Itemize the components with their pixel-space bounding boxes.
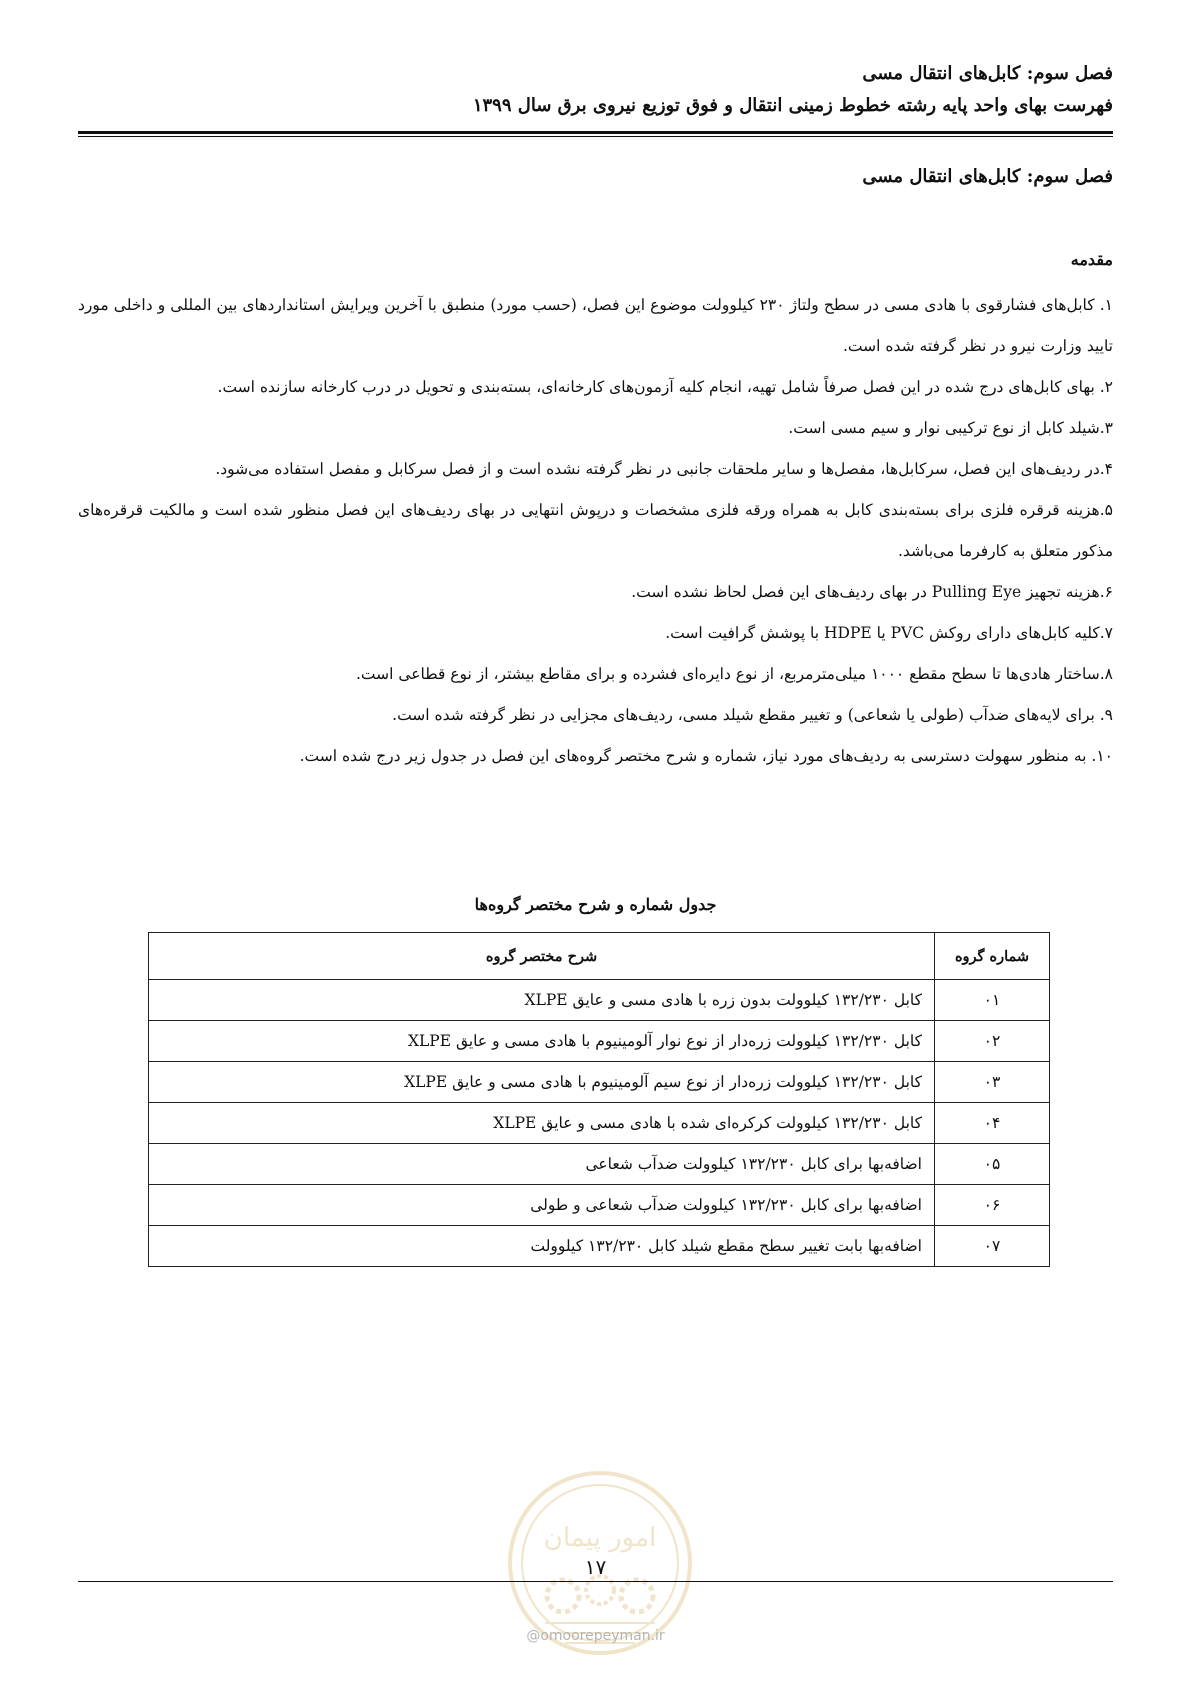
intro-item-2: ۲. بهای کابل‌های درج شده در این فصل صرفاً شامل تهیه، انجام کلیه آزمون‌های کارخانه‌ای، بسته‌بندی و تحویل در درب کارخانه سازنده است.: [217, 378, 1113, 396]
group-number: ۰۶: [935, 1185, 1050, 1226]
group-number: ۰۱: [935, 980, 1050, 1021]
site-watermark: @omoorepeyman.ir: [526, 1628, 665, 1644]
group-number: ۰۲: [935, 1021, 1050, 1062]
group-description: اضافه‌بها بابت تغییر سطح مقطع شیلد کابل ۱۳۲/۲۳۰ کیلوولت: [149, 1226, 935, 1267]
group-description: کابل ۱۳۲/۲۳۰ کیلوولت بدون زره با هادی مسی و عایق XLPE: [149, 980, 935, 1021]
intro-list: [78, 285, 1113, 777]
header-rule-thick: [78, 131, 1113, 134]
table-row: [149, 1103, 1050, 1144]
section-title: فصل سوم: کابل‌های انتقال مسی: [862, 166, 1113, 187]
group-number: ۰۴: [935, 1103, 1050, 1144]
intro-item-4: ۴.در ردیف‌های این فصل، سرکابل‌ها، مفصل‌ها و سایر ملحقات جانبی در نظر گرفته نشده است و از فصل سرکابل و مفصل استفاده می‌شود.: [215, 460, 1113, 478]
groups-table: [148, 932, 1050, 1267]
header-group-description: شرح مختصر گروه: [149, 933, 935, 980]
table-row: [149, 1021, 1050, 1062]
table-row: [149, 980, 1050, 1021]
header-group-number: شماره گروه: [935, 933, 1050, 980]
table-row: [149, 1185, 1050, 1226]
group-number: ۰۵: [935, 1144, 1050, 1185]
table-row: [149, 1144, 1050, 1185]
footer-rule: [78, 1581, 1113, 1582]
group-description: کابل ۱۳۲/۲۳۰ کیلوولت زره‌دار از نوع سیم آلومینیوم با هادی مسی و عایق XLPE: [149, 1062, 935, 1103]
intro-item-7: ۷.کلیه کابل‌های دارای روکش PVC یا HDPE با پوشش گرافیت است.: [665, 624, 1113, 642]
header-chapter-title: فصل سوم: کابل‌های انتقال مسی: [862, 63, 1113, 84]
group-description: اضافه‌بها برای کابل ۱۳۲/۲۳۰ کیلوولت ضدآب شعاعی: [149, 1144, 935, 1185]
intro-item-1: ۱. کابل‌های فشارقوی با هادی مسی در سطح ولتاژ ۲۳۰ کیلوولت موضوع این فصل، (حسب مورد) منطبق با آخرین ویرایش استانداردهای بین المللی و داخلی مورد تایید وزارت نیرو در نظر گرفته شده است.: [78, 296, 1113, 355]
table-row: [149, 1062, 1050, 1103]
group-description: اضافه‌بها برای کابل ۱۳۲/۲۳۰ کیلوولت ضدآب شعاعی و طولی: [149, 1185, 935, 1226]
seal-text: امور پیمان: [543, 1523, 657, 1553]
header-catalog-title: فهرست بهای واحد پایه رشته خطوط زمینی انتقال و فوق توزیع نیروی برق سال ۱۳۹۹: [472, 95, 1113, 116]
group-description: کابل ۱۳۲/۲۳۰ کیلوولت کرکره‌ای شده با هادی مسی و عایق XLPE: [149, 1103, 935, 1144]
intro-heading: مقدمه: [1070, 250, 1113, 269]
group-number: ۰۷: [935, 1226, 1050, 1267]
intro-item-8: ۸.ساختار هادی‌ها تا سطح مقطع ۱۰۰۰ میلی‌مترمربع، از نوع دایره‌ای فشرده و برای مقاطع بیشتر، از نوع قطاعی است.: [355, 665, 1113, 683]
group-description: کابل ۱۳۲/۲۳۰ کیلوولت زره‌دار از نوع نوار آلومینیوم با هادی مسی و عایق XLPE: [149, 1021, 935, 1062]
page-header: [78, 58, 1113, 122]
intro-item-10: ۱۰. به منظور سهولت دسترسی به ردیف‌های مورد نیاز، شماره و شرح مختصر گروه‌های این فصل در جدول زیر درج شده است.: [299, 747, 1113, 765]
intro-item-5: ۵.هزینه قرقره فلزی برای بسته‌بندی کابل به همراه ورقه فلزی مشخصات و درپوش انتهایی در بهای ردیف‌های این فصل منظور شده است و مالکیت قرقره‌های مذکور متعلق به کارفرما می‌باشد.: [78, 501, 1113, 560]
table-row: [149, 1226, 1050, 1267]
intro-item-9: ۹. برای لایه‌های ضدآب (طولی یا شعاعی) و تغییر مقطع شیلد مسی، ردیف‌های مجزایی در نظر گرفته شده است.: [392, 706, 1113, 724]
intro-item-6: ۶.هزینه تجهیز Pulling Eye در بهای ردیف‌های این فصل لحاظ نشده است.: [631, 583, 1113, 601]
intro-item-3: ۳.شیلد کابل از نوع ترکیبی نوار و سیم مسی است.: [788, 419, 1113, 437]
header-rule-thin: [78, 136, 1113, 137]
page-number: ۱۷: [584, 1555, 607, 1579]
table-title: جدول شماره و شرح مختصر گروه‌ها: [474, 895, 717, 914]
group-number: ۰۳: [935, 1062, 1050, 1103]
table-header-row: [149, 933, 1050, 980]
